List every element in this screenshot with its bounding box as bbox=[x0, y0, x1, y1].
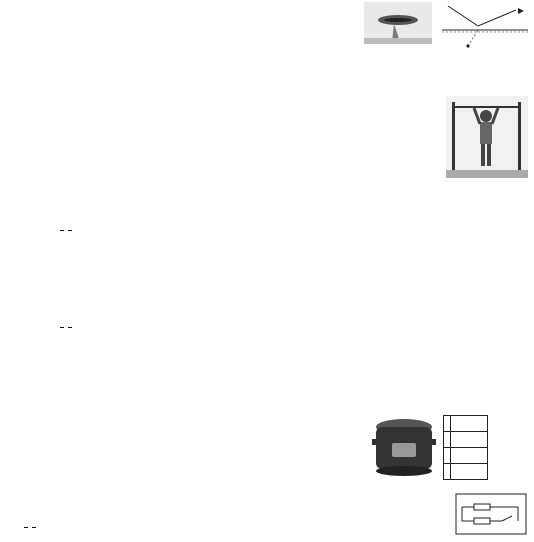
q41-s2-frac1 bbox=[60, 230, 64, 231]
rice-cooker-figure bbox=[368, 415, 440, 481]
q41-solution-4 bbox=[58, 261, 62, 276]
q41-s7-frac1 bbox=[60, 327, 64, 328]
pull-up-figure bbox=[446, 96, 528, 178]
q41-solution-7 bbox=[58, 313, 80, 341]
q41-solution-2 bbox=[58, 217, 80, 243]
spec-table bbox=[443, 415, 488, 480]
table-row bbox=[444, 448, 488, 464]
table-row bbox=[444, 464, 488, 480]
q42-solution-3 bbox=[22, 516, 38, 538]
dragonfly-lotus-figure bbox=[364, 2, 432, 52]
circuit-answer-figure bbox=[452, 488, 530, 538]
q41-s7-frac2 bbox=[68, 327, 72, 328]
q41-s2-frac2 bbox=[68, 230, 72, 231]
table-row bbox=[444, 416, 488, 432]
table-row bbox=[444, 432, 488, 448]
ray-diagram-figure bbox=[438, 2, 530, 54]
